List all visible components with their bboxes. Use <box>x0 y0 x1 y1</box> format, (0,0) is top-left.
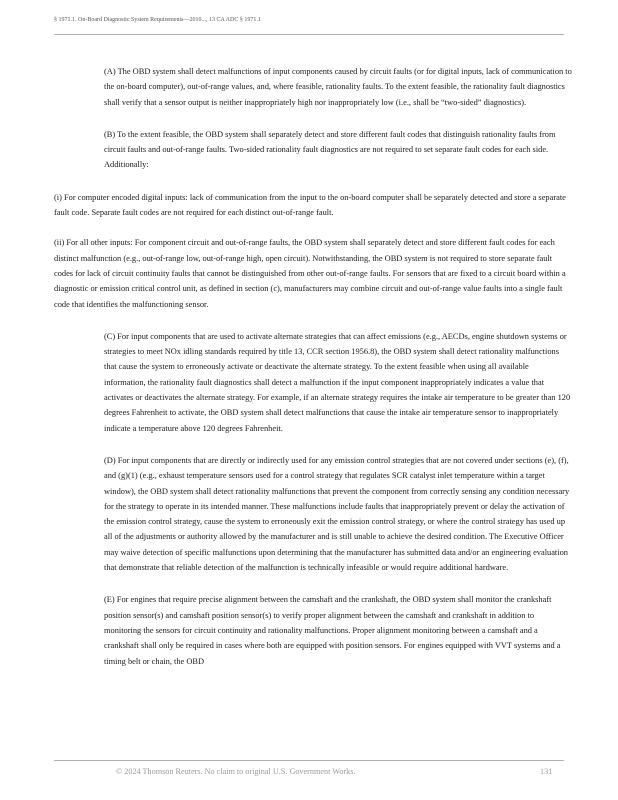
document-body <box>54 64 572 669</box>
paragraph-spacer <box>54 312 572 329</box>
header-divider <box>54 34 564 35</box>
paragraph-c: (C) For input components that are used to activate alternate strategies that can affect emissions (e.g., AECDs, engine shutdown systems or strategies to meet NOx idling standards required by title 13, CCR section 1956.8), the OBD system shall detect rationality malfunctions that cause the system to erroneously activate or deactivate the alternate strategy. To the extent feasible when using all available information, the rationality fault diagnostics shall detect a malfunction if the input component inappropriately indicates a value that activates or deactivates the alternate strategy. For example, if an alternate strategy requires the intake air temperature to be greater than 120 degrees Fahrenheit to activate, the OBD system shall detect malfunctions that cause the intake air temperature sensor to inappropriately indicate a temperature above 120 degrees Fahrenheit. <box>104 331 571 433</box>
page-number: 131 <box>540 767 553 776</box>
paragraph-a: (A) The OBD system shall detect malfunctions of input components caused by circuit faults (or for digital inputs, lack of communication to the on-board computer), out-of-range values, and, where feasible, rationality faults. To the extent feasible, the rationality fault diagnostics shall verify that a sensor output is neither inappropriately high nor inappropriately low (i.e., shall be “two-sided” diagnostics). <box>104 67 572 107</box>
paragraph-spacer <box>54 110 572 127</box>
running-header: § 1971.1. On-Board Diagnostic System Requirements—2010..., 13 CA ADC § 1971.1 <box>54 17 261 23</box>
footer-copyright: © 2024 Thomson Reuters. No claim to original U.S. Government Works. <box>116 767 356 776</box>
paragraph-e: (E) For engines that require precise alignment between the camshaft and the crankshaft, the OBD system shall monitor the crankshaft position sensor(s) and camshaft position sensor(s) to verify proper alignment between the camshaft and crankshaft in addition to monitoring the sensors for circuit continuity and rationality malfunctions. Proper alignment monitoring between a camshaft and a crankshaft shall only be required in cases where both are equipped with position sensors. For engines equipped with VVT systems and a timing belt or chain, the OBD <box>104 595 561 666</box>
paragraph-b: (B) To the extent feasible, the OBD system shall separately detect and store different fault codes that distinguish rationality faults from circuit faults and out-of-range faults. Two-sided rationality fault diagnostics are not required to set separate fault codes for each side. Additionally: <box>104 129 556 170</box>
paragraph-spacer <box>54 220 572 235</box>
paragraph-d: (D) For input components that are directly or indirectly used for any emission control strategies that are not covered under sections (e), (f), and (g)(1) (e.g., exhaust temperature sensors used for a control strategy that regulates SCR catalyst inlet temperature within a target window), the OBD system shall detect rationality malfunctions that prevent the component from correctly sensing any condition necessary for the strategy to operate in its intended manner. These malfunctions include faults that inappropriately prevent or delay the activation of the emission control strategy, cause the system to erroneously exit the emission control strategy, or where the control strategy has used up all of the adjustments or authority allowed by the manufacturer and is still unable to achieve the desired condition. The Executive Officer may waive detection of specific malfunctions upon determining that the manufacturer has submitted data and/or an engineering evaluation that demonstrate that reliable detection of the malfunction is technically infeasible or would require additional hardware. <box>104 455 570 573</box>
footer-divider <box>54 760 564 761</box>
paragraph-spacer <box>54 575 572 592</box>
paragraph-spacer <box>54 436 572 453</box>
paragraph-b-i: (i) For computer encoded digital inputs: lack of communication from the input to the on-board computer shall be separately detected and store a separate fault code. Separate fault codes are not required for each distinct out-of-range fault. <box>54 192 566 218</box>
paragraph-spacer <box>54 173 572 190</box>
paragraph-b-ii: (ii) For all other inputs: For component circuit and out-of-range faults, the OBD system shall separately detect and store different fault codes for each distinct malfunction (e.g., out-of-range low, out-of-range high, open circuit). Notwithstanding, the OBD system is not required to store separate fault codes for lack of circuit continuity faults that cannot be distinguished from other out-of-range faults. For sensors that are fixed to a circuit board within a diagnostic or emission critical control unit, as defined in section (c), manufacturers may combine circuit and out-of-range value faults into a single fault code that identifies the malfunctioning sensor. <box>54 238 566 309</box>
